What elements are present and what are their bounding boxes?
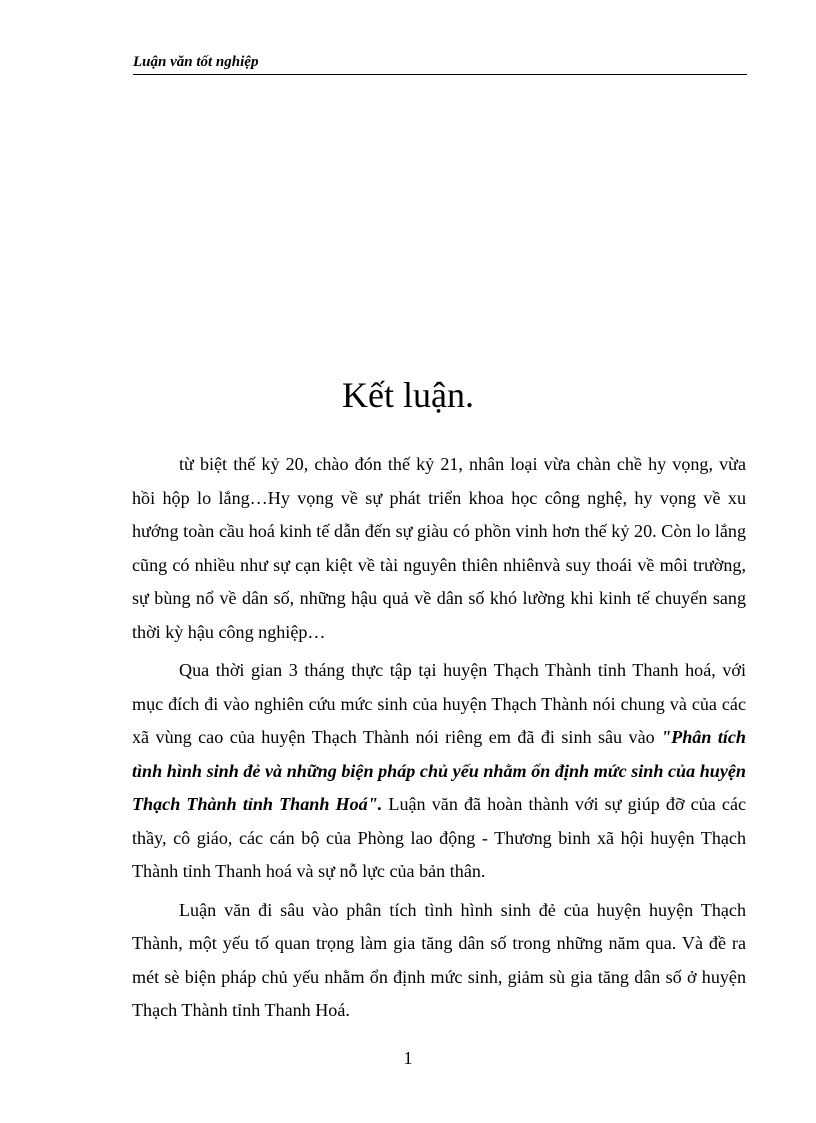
page-header: [133, 52, 747, 75]
paragraph-2-outro: Luận văn đã hoàn thành với sự giúp đỡ của các thầy, cô giáo, các cán bộ của Phòng lao động - Thương binh xã hội huyện Thạch Thành tỉnh Thanh hoá và sự nỗ lực của bản thân.: [132, 794, 747, 881]
paragraph-2: [132, 654, 746, 889]
paragraph-1: từ biệt thế kỷ 20, chào đón thế kỷ 21, nhân loại vừa chàn chề hy vọng, vừa hồi hộp lo lắng…Hy vọng về sự phát triển khoa học công nghệ, hy vọng về xu hướng toàn cầu hoá kinh tế dẫn đến sự giàu có phồn vinh hơn thế kỷ 20. Còn lo lắng cũng có nhiều như sự cạn kiệt về tài nguyên thiên nhiênvà suy thoái về môi trường, sự bùng nổ về dân số, những hậu quả về dân số khó lường khi kinh tế chuyển sang thời kỳ hậu công nghiệp…: [132, 454, 746, 642]
thesis-topic: "Phân tích tình hình sinh đẻ và những biện pháp chủ yếu nhằm ổn định mức sinh của huyện Thạch Thành tỉnh Thanh Hoá".: [132, 727, 746, 814]
paragraph-2-intro: Qua thời gian 3 tháng thực tập tại huyện Thạch Thành tỉnh Thanh hoá, với mục đích đi vào nghiên cứu mức sinh của huyện Thạch Thành nói chung và của các xã vùng cao của huyện Thạch Thành nói riêng em đã đi sinh sâu vào: [132, 660, 746, 747]
paragraph-3: Luận văn đi sâu vào phân tích tình hình sinh đẻ của huyện huyện Thạch Thành, một yếu tố quan trọng làm gia tăng dân số trong những năm qua. Và đề ra mét sè biện pháp chủ yếu nhằm ổn định mức sinh, giảm sù gia tăng dân số ở huyện Thạch Thành tỉnh Thanh Hoá.: [132, 899, 746, 1020]
section-title: Kết luận.: [342, 375, 474, 415]
body-text: [132, 448, 746, 1033]
header-title: Luận văn tốt nghiệp: [133, 54, 259, 70]
page-number: 1: [403, 1048, 413, 1068]
